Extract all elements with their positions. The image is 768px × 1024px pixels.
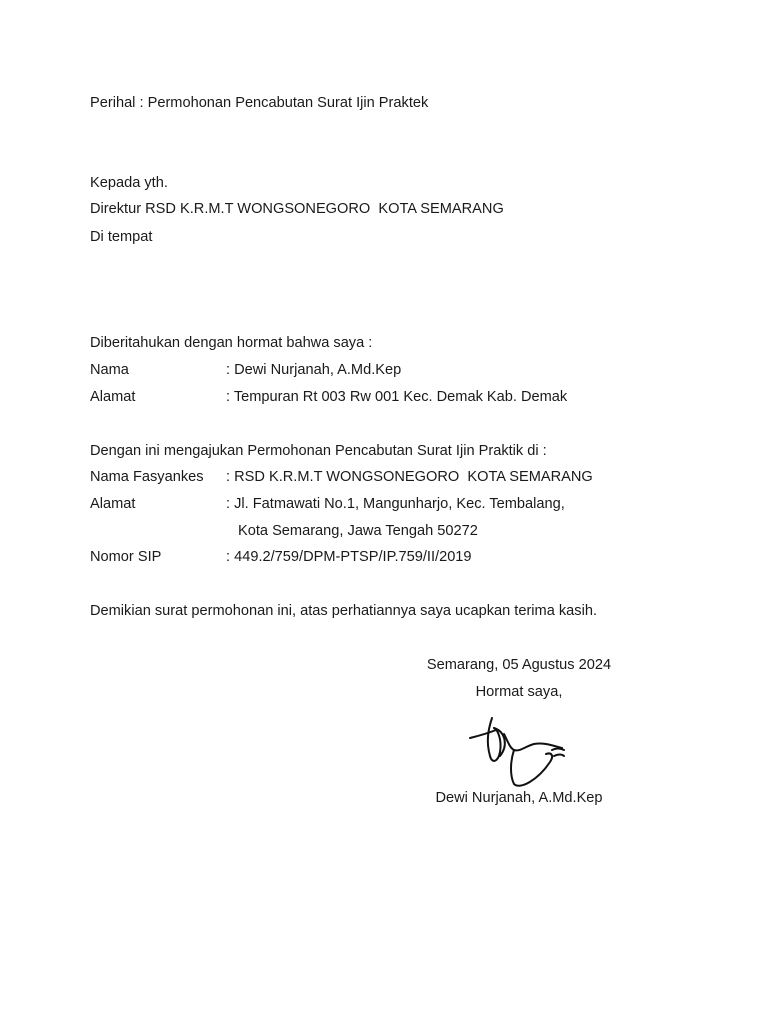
place-date: Semarang, 05 Agustus 2024	[426, 657, 612, 673]
recipient-name: Direktur RSD K.R.M.T WONGSONEGORO KOTA SEMARANG	[90, 201, 504, 217]
sip-number-value: : 449.2/759/DPM-PTSP/IP.759/II/2019	[226, 549, 472, 565]
applicant-address-value: : Tempuran Rt 003 Rw 001 Kec. Demak Kab. Demak	[226, 389, 568, 405]
applicant-address-label: Alamat	[90, 389, 136, 405]
applicant-name-value: : Dewi Nurjanah, A.Md.Kep	[226, 362, 402, 378]
subject-line: Perihal : Permohonan Pencabutan Surat Ijin Praktek	[90, 95, 429, 111]
facility-name-value: : RSD K.R.M.T WONGSONEGORO KOTA SEMARANG	[226, 469, 593, 485]
recipient-greeting: Kepada yth.	[90, 175, 168, 191]
signature-image	[464, 712, 568, 788]
request-text: Dengan ini mengajukan Permohonan Pencabutan Surat Ijin Praktik di :	[90, 443, 547, 459]
closing-text: Demikian surat permohonan ini, atas perhatiannya saya ucapkan terima kasih.	[90, 603, 598, 619]
facility-address-value-1: : Jl. Fatmawati No.1, Mangunharjo, Kec. Tembalang,	[226, 496, 565, 512]
applicant-name-label: Nama	[90, 362, 129, 378]
facility-name-label: Nama Fasyankes	[90, 469, 204, 485]
recipient-place: Di tempat	[90, 229, 153, 245]
facility-address-value-2: Kota Semarang, Jawa Tengah 50272	[238, 523, 478, 539]
salutation: Hormat saya,	[475, 684, 563, 700]
sip-number-label: Nomor SIP	[90, 549, 162, 565]
intro-text: Diberitahukan dengan hormat bahwa saya :	[90, 335, 373, 351]
signer-name: Dewi Nurjanah, A.Md.Kep	[435, 790, 603, 806]
facility-address-label: Alamat	[90, 496, 136, 512]
